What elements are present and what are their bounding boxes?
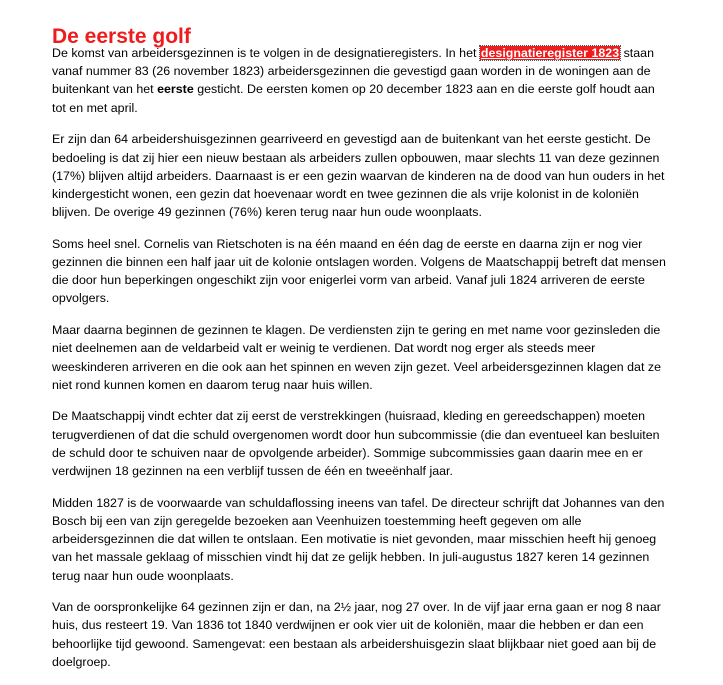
document-page [52,26,667,685]
paragraph-1-text-b: staan vanaf nummer 83 (26 november 1823) arbeidersgezinnen die gevestigd gaan worden in de woningen aan de buitenkant van het [52,46,654,97]
paragraph-6: Midden 1827 is de voorwaarde van schuldaflossing ineens van tafel. De directeur schrijft dat Johannes van den Bosch bij een van zijn geregelde bezoeken aan Veenhuizen toestemming heeft gegeven om alle arbeidersgezinnen die dat willen te ontslaan. Een motivatie is niet gevonden, maar misschien heeft hij genoeg van het massale geklaag of misschien vindt hij dat ze gelijk hebben. In juli-augustus 1827 keren 14 gezinnen terug naar hun oude woonplaats. [52,495,665,583]
paragraph-1-text-c: gesticht. De eersten komen op 20 december 1823 aan en die eerste golf houdt aan tot en met april. [52,82,655,115]
paragraph-7: Van de oorspronkelijke 64 gezinnen zijn er dan, na 2½ jaar, nog 27 over. In de vijf jaar erna gaan er nog 8 naar huis, dus resteert 19. Van 1836 tot 1840 verdwijnen er ook vier uit de koloniën, maar die hebben er dan een behoorlijke tijd gewoond. Samengevat: een bestaan als arbeidershuisgezin slaat blijkbaar niet goed aan bij de doelgroep. [52,600,661,669]
paragraph-1-bold-word: eerste [157,82,194,97]
page-title: De eerste golf [52,25,191,48]
paragraph-4: Maar daarna beginnen de gezinnen te klagen. De verdiensten zijn te gering en met name voor gezinsleden die niet deelnemen aan de veldarbeid valt er weinig te verdienen. Dat wordt nog erger als steeds meer weeskinderen arriveren en die ook aan het spinnen en weven zijn gezet. Veel arbeidersgezinnen klagen dat ze niet rond kunnen komen en daarom terug naar huis willen. [52,323,661,392]
designatieregister-1823-link[interactable]: designatieregister 1823 [480,46,620,60]
paragraph-1 [52,44,667,117]
paragraph-2: Er zijn dan 64 arbeidershuisgezinnen gearriveerd en gevestigd aan de buitenkant van het eerste gesticht. De bedoeling is dat zij hier een nieuw bestaan als arbeiders zullen opbouwen, maar slechts 11 van deze gezinnen (17%) blijven altijd arbeiders. Daarnaast is er een gezin waarvan de kinderen na de dood van hun ouders in het kindergesticht wonen, een gezin dat hoevenaar wordt en twee gezinnen die als vrije kolonist in de koloniën blijven. De overige 49 gezinnen (76%) keren terug naar hun oude woonplaats. [52,132,665,220]
paragraph-3: Soms heel snel. Cornelis van Rietschoten is na één maand en één dag de eerste en daarna zijn er nog vier gezinnen die binnen een half jaar uit de kolonie ontslagen worden. Volgens de Maatschappij betreft dat mensen die door hun beperkingen ongeschikt zijn voor enigerlei vorm van arbeid. Vanaf juli 1824 arriveren de eerste opvolgers. [52,236,666,306]
paragraph-5: De Maatschappij vindt echter dat zij eerst de verstrekkingen (huisraad, kleding en gereedschappen) moeten terugverdienen of dat die schuld overgenomen wordt door hun subcommissie (die dan eventueel kan besluiten de schuld door te schuiven naar de opvolgende arbeider). Sommige subcommissies gaan daarin mee en er verdwijnen 18 gezinnen na een verblijf tussen de één en tweeënhalf jaar. [52,409,660,479]
paragraph-1-text-a: De komst van arbeidersgezinnen is te volgen in de designatieregisters. In het [52,46,480,60]
